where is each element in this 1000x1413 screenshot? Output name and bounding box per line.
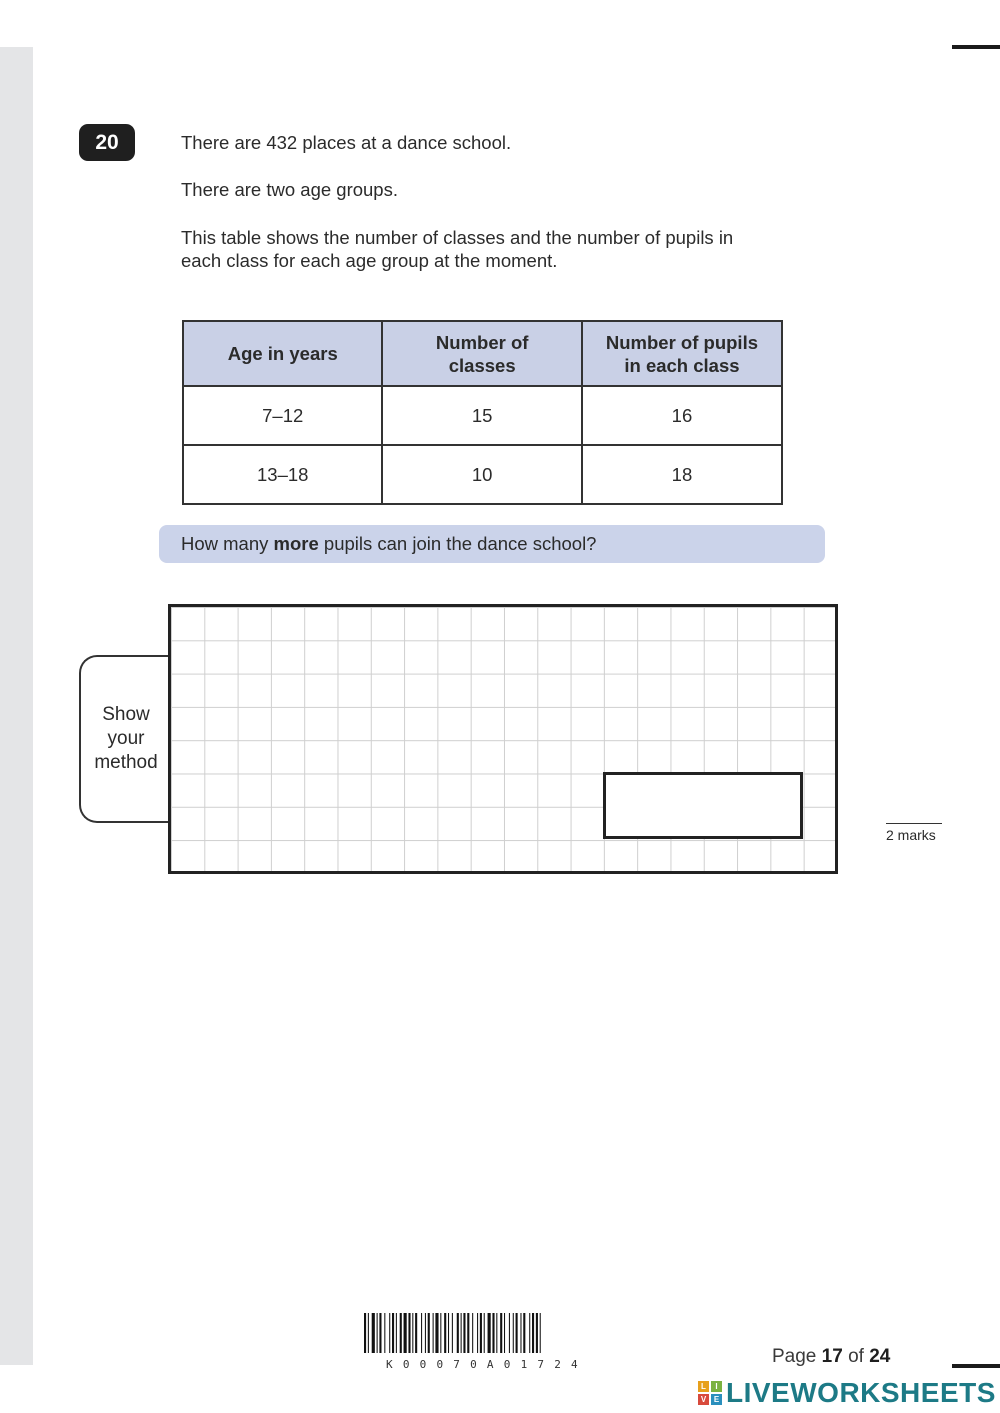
cell-pupils: 18	[582, 445, 782, 504]
prompt-emphasis: more	[273, 533, 319, 554]
barcode-bar	[536, 1313, 538, 1353]
liveworksheets-icon: L I V E	[698, 1381, 722, 1405]
barcode-bar	[520, 1313, 521, 1353]
barcode-bar	[513, 1313, 514, 1353]
barcode	[364, 1313, 659, 1371]
barcode-bar	[540, 1313, 541, 1353]
question-intro: There are 432 places at a dance school.	[181, 132, 512, 153]
barcode-bar	[504, 1313, 505, 1353]
barcode-bar	[488, 1313, 491, 1353]
class-data-table	[182, 320, 783, 505]
barcode-bar	[440, 1313, 441, 1353]
barcode-bar	[477, 1313, 478, 1353]
cell-classes: 15	[382, 386, 581, 445]
barcode-bar	[509, 1313, 510, 1353]
barcode-bars	[364, 1313, 659, 1353]
liveworksheets-wordmark: LIVEWORKSHEETS	[726, 1377, 996, 1408]
barcode-bar	[532, 1313, 534, 1353]
show-method-label: Show your method	[94, 704, 158, 773]
barcode-bar	[463, 1313, 465, 1353]
barcode-bar	[492, 1313, 494, 1353]
barcode-bar	[529, 1313, 530, 1353]
header-pupils: Number of pupils in each class	[582, 321, 782, 386]
barcode-bar	[457, 1313, 459, 1353]
liveworksheets-logo	[698, 1376, 996, 1410]
question-number-badge: 20	[79, 124, 135, 161]
header-age: Age in years	[183, 321, 382, 386]
barcode-bar	[484, 1313, 485, 1353]
barcode-bar	[428, 1313, 430, 1353]
barcode-bar	[448, 1313, 449, 1353]
table-row	[183, 445, 782, 504]
cell-classes: 10	[382, 445, 581, 504]
barcode-bar	[500, 1313, 502, 1353]
barcode-bar	[412, 1313, 413, 1353]
barcode-bar	[480, 1313, 482, 1353]
table-header-row	[183, 321, 782, 386]
table-description-line-2: each class for each age group at the moment.	[181, 250, 558, 271]
barcode-bar	[392, 1313, 394, 1353]
barcode-bar	[516, 1313, 518, 1353]
barcode-bar	[400, 1313, 402, 1353]
barcode-bar	[421, 1313, 422, 1353]
corner-registration-mark-top	[952, 45, 1000, 49]
barcode-bar	[368, 1313, 369, 1353]
barcode-bar	[364, 1313, 366, 1353]
barcode-bar	[444, 1313, 446, 1353]
table-description	[181, 226, 733, 272]
barcode-bar	[415, 1313, 417, 1353]
barcode-bar	[372, 1313, 375, 1353]
barcode-bar	[404, 1313, 407, 1353]
barcode-bar	[384, 1313, 385, 1353]
question-prompt: How many more pupils can join the dance school?	[159, 525, 825, 563]
cell-pupils: 16	[582, 386, 782, 445]
barcode-bar	[523, 1313, 525, 1353]
question-age-groups: There are two age groups.	[181, 179, 398, 200]
barcode-bar	[379, 1313, 381, 1353]
barcode-bar	[452, 1313, 453, 1353]
corner-registration-mark-bottom	[952, 1364, 1000, 1368]
barcode-bar	[472, 1313, 473, 1353]
barcode-bar	[389, 1313, 390, 1353]
marks-label: 2 marks	[886, 823, 942, 845]
barcode-number: K00070A01724	[386, 1358, 588, 1371]
barcode-bar	[408, 1313, 410, 1353]
header-classes: Number of classes	[382, 321, 581, 386]
barcode-bar	[496, 1313, 497, 1353]
barcode-bar	[396, 1313, 397, 1353]
barcode-bar	[435, 1313, 438, 1353]
cell-age: 7–12	[183, 386, 382, 445]
answer-box[interactable]	[603, 772, 803, 839]
table-description-line-1: This table shows the number of classes and the number of pupils in	[181, 227, 734, 248]
page-margin-strip	[0, 47, 33, 1365]
cell-age: 13–18	[183, 445, 382, 504]
table-row	[183, 386, 782, 445]
barcode-bar	[377, 1313, 378, 1353]
barcode-bar	[433, 1313, 434, 1353]
barcode-bar	[461, 1313, 462, 1353]
barcode-bar	[467, 1313, 469, 1353]
barcode-bar	[425, 1313, 426, 1353]
page-number: Page 17 of 24	[772, 1346, 891, 1367]
